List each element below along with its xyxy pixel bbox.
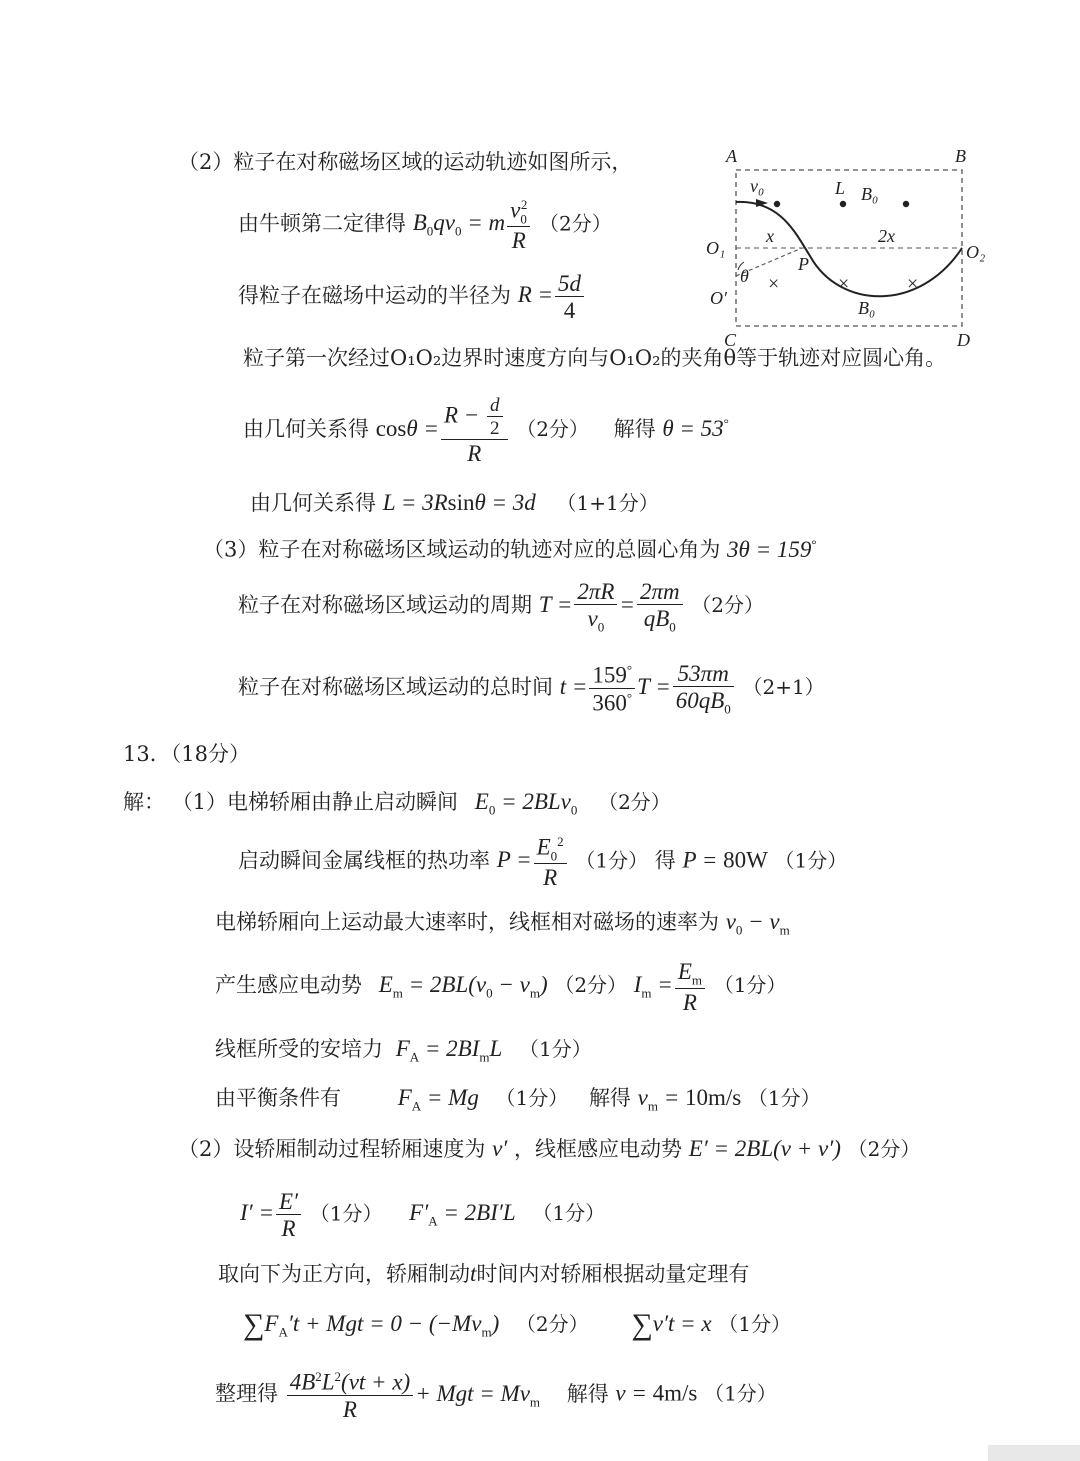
- f-prime-eq: $F'_A = 2BI'L$: [409, 1200, 516, 1229]
- balance-eq: $F_A = Mg$: [397, 1085, 479, 1114]
- q13-maxv-line: 电梯轿厢向上运动最大速率时，线框相对磁场的速率为 $v_0 - v_m$: [215, 909, 790, 938]
- p2-intro: （2）粒子在对称磁场区域的运动轨迹如图所示，: [178, 150, 633, 174]
- p2-newton-line: 由牛顿第二定律得 $B_0qv_0 = m$ $\frac{v_0^2}{R}$ （2分）: [238, 197, 612, 254]
- q13-ampere-line: 线框所受的安培力 $F_A = 2BI_mL$ （1分）: [215, 1036, 592, 1065]
- q13-s2-line: （2）设轿厢制动过程轿厢速度为 v′ ，线框感应电动势 E′ = 2BL(v + v′) （2分）: [178, 1136, 921, 1161]
- q13-balance-line: 由平衡条件有 $F_A = Mg$ （1分） 解得 $v_m = 10m/s$ （1分）: [215, 1085, 821, 1114]
- current-eq: $I_m$ = $\frac{E_m}{R}$: [634, 972, 707, 997]
- momentum-eq: $\sum F_A't$ + Mgt = $0 - (-Mv_m)$: [243, 1308, 500, 1341]
- watermark-corner: [988, 1445, 1080, 1461]
- power-value: P = 80W: [682, 847, 768, 873]
- label-o-prime: O′: [710, 288, 727, 308]
- displacement-eq: ∑v′t = x: [631, 1308, 712, 1341]
- time-eq: t = $\frac{159^\circ}{360^\circ}$ T = $\frac{53\pi m}{60qB_0}$: [560, 674, 736, 699]
- label-v0: v₀: [750, 176, 765, 196]
- field-dot: [903, 201, 909, 207]
- label-d: D: [957, 330, 970, 350]
- trajectory-diagram: [700, 142, 1000, 352]
- field-dot: [840, 201, 846, 207]
- p2-geo1-line: 由几何关系得 cosθ = R − $\frac{d}{2}$ R （2分） 解得 θ = 53°: [243, 395, 729, 466]
- field-cross-icon: ×: [768, 273, 780, 295]
- q13-momentum-line: $\sum F_A't$ + Mgt = $0 - (-Mv_m)$ （2分） ∑v′t = x （1分）: [243, 1308, 792, 1341]
- label-p: P: [798, 254, 809, 274]
- e0-eq: $E_0 = 2BLv_0$: [474, 789, 578, 818]
- label-c: C: [724, 330, 737, 350]
- v-result: v = 4m/s: [615, 1380, 698, 1406]
- v-prime: v′: [492, 1136, 508, 1161]
- label-2x: 2x: [878, 226, 895, 246]
- e-prime-eq: E′ = 2BL(v + v′): [688, 1136, 841, 1161]
- p3-intro: （3）粒子在对称磁场区域运动的轨迹对应的总圆心角为 3θ = 159°: [203, 536, 817, 562]
- radius-eq: R = $\frac{5d}{4}$: [518, 282, 586, 307]
- p2-radius-line: 得粒子在磁场中运动的半径为 R = $\frac{5d}{4}$: [238, 272, 586, 322]
- field-dot: [774, 201, 780, 207]
- q13-emf-line: 产生感应电动势 $E_m = 2BL(v_0 - v_m)$ （2分） $I_m$ = $\frac{E_m}{R}$ （1分）: [215, 959, 787, 1015]
- ampere-eq: $F_A = 2BI_mL$: [395, 1036, 503, 1065]
- label-b0-top: B₀: [861, 184, 879, 204]
- i-prime-eq: I′ = $\frac{E'}{R}$: [240, 1200, 303, 1225]
- cos-eq: cosθ = R − $\frac{d}{2}$ R: [376, 416, 510, 441]
- label-theta: θ: [740, 266, 749, 286]
- period-eq: T = $\frac{2\pi R}{v_0}$ = $\frac{2\pi m}{qB_0}$: [539, 592, 685, 617]
- q13-heat-line: 启动瞬间金属线框的热功率 P = $\frac{E_0^2}{R}$ （1分） 得 P = 80W （1分）: [238, 834, 848, 891]
- field-cross-icon: ×: [907, 273, 919, 295]
- final-eq: $\frac{4B^2L^2(vt + x)}{R}$ + Mgt = $Mv_m$: [285, 1381, 540, 1406]
- rel-speed: $v_0 - v_m$: [725, 909, 790, 938]
- theta-eq: θ = 53°: [662, 415, 729, 441]
- label-o2: O₂: [966, 242, 986, 262]
- power-eq: P = $\frac{E_0^2}{R}$: [497, 847, 569, 872]
- q13-header: 13．（18分）: [123, 742, 250, 766]
- p2-first-cross: 粒子第一次经过O₁O₂边界时速度方向与O₁O₂的夹角θ等于轨迹对应圆心角。: [243, 346, 947, 370]
- emf-eq: $E_m = 2BL(v_0 - v_m)$: [378, 972, 548, 1001]
- l-eq: L = 3Rsinθ = 3d: [382, 490, 536, 515]
- field-cross-icon: ×: [838, 273, 850, 295]
- label-x: x: [766, 226, 774, 246]
- vm-value: $v_m = 10m/s$: [637, 1085, 742, 1114]
- q13-dir-line: 取向下为正方向，轿厢制动t时间内对轿厢根据动量定理有: [218, 1261, 750, 1286]
- label-l: L: [835, 178, 846, 198]
- label-o1: O₁: [706, 238, 726, 258]
- p2-geo2-line: 由几何关系得 L = 3Rsinθ = 3d （1+1分）: [250, 490, 659, 515]
- q13-s1-line: 解： （1）电梯轿厢由静止启动瞬间 $E_0 = 2BLv_0$ （2分）: [123, 789, 671, 818]
- label-b: B: [955, 146, 966, 166]
- total-angle-eq: 3θ = 159°: [727, 536, 817, 562]
- q13-i-f-line: I′ = $\frac{E'}{R}$ （1分） $F'_A = 2BI'L$ （1分）: [240, 1189, 606, 1241]
- label-a: A: [726, 146, 737, 166]
- p3-period-line: 粒子在对称磁场区域运动的周期 T = $\frac{2\pi R}{v_0}$ = $\frac{2\pi m}{qB_0}$ （2分）: [238, 579, 765, 635]
- p3-time-line: 粒子在对称磁场区域运动的总时间 t = $\frac{159^\circ}{360^\circ}$ T = $\frac{53\pi m}{60qB_0}$ （2+1）: [238, 661, 825, 717]
- label-b0-bottom: B₀: [858, 298, 876, 318]
- newton-eq: $B_0qv_0 = m$ $\frac{v_0^2}{R}$: [413, 210, 533, 235]
- q13-final-line: 整理得 $\frac{4B^2L^2(vt + x)}{R}$ + Mgt = $Mv_m$ 解得 v = 4m/s （1分）: [215, 1369, 777, 1422]
